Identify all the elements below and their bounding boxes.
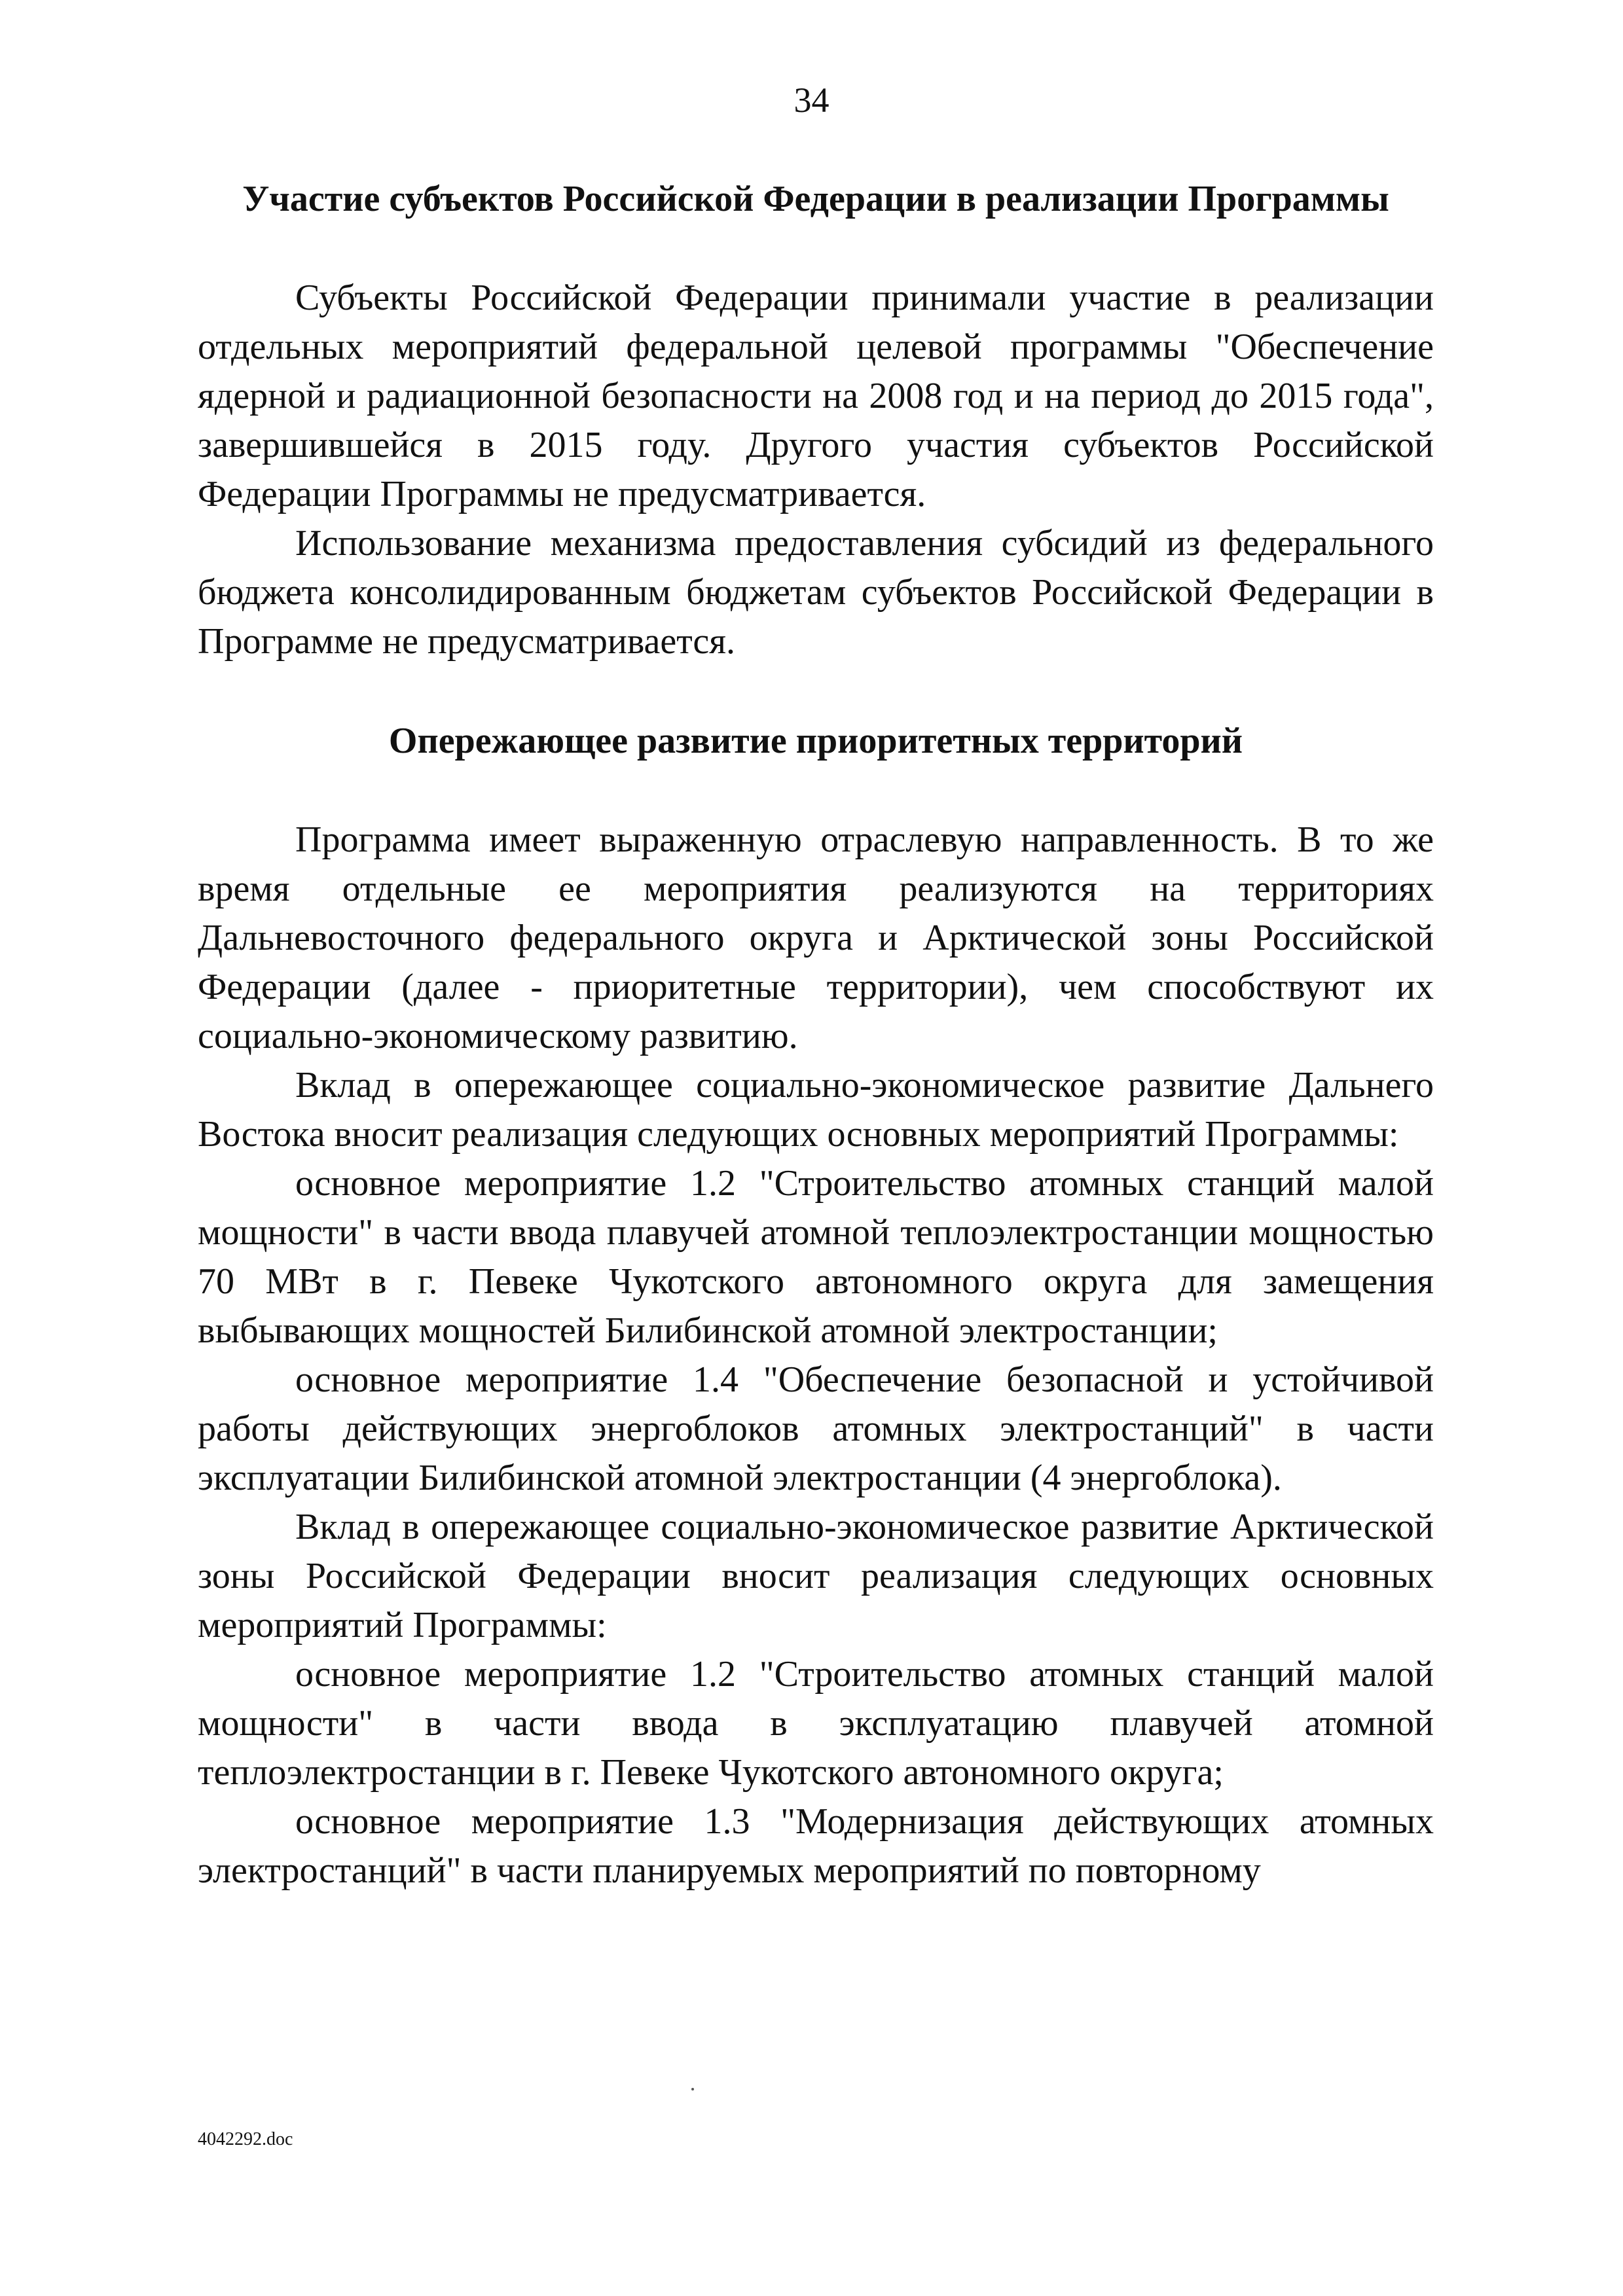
list-item: основное мероприятие 1.2 "Строительство атомных станций малой мощности" в части ввода в эксплуатацию плавучей атомной теплоэлектростанции в г. Певеке Чукотского автономного округа; xyxy=(198,1654,1434,1793)
document-footer-filename: 4042292.doc xyxy=(198,2129,293,2149)
document-body xyxy=(198,174,1434,1895)
list-item: основное мероприятие 1.2 "Строительство атомных станций малой мощности" в части ввода плавучей атомной теплоэлектростанции мощностью 70 МВт в г. Певеке Чукотского автономного округа для замещения выбывающих мощностей Билибинской атомной электростанции; xyxy=(198,1163,1434,1351)
scan-speck xyxy=(691,2088,694,2090)
section-heading-regions: Участие субъектов Российской Федерации в реализации Программы xyxy=(242,179,1389,219)
paragraph: Субъекты Российской Федерации принимали участие в реализации отдельных мероприятий федеральной целевой программы "Обеспечение ядерной и радиационной безопасности на 2008 год и на период до 2015 года", завершившейся в 2015 году. Другого участия субъектов Российской Федерации Программы не предусматривается. xyxy=(198,278,1434,514)
list-item: основное мероприятие 1.4 "Обеспечение безопасной и устойчивой работы действующих энергоблоков атомных электростанций" в части эксплуатации Билибинской атомной электростанции (4 энергоблока). xyxy=(198,1359,1434,1498)
list-item: основное мероприятие 1.3 "Модернизация действующих атомных электростанций" в части планируемых мероприятий по повторному xyxy=(198,1801,1434,1891)
paragraph: Вклад в опережающее социально-экономическое развитие Дальнего Востока вносит реализация следующих основных мероприятий Программы: xyxy=(198,1065,1434,1155)
section-heading-priority-territories: Опережающее развитие приоритетных территорий xyxy=(388,721,1243,761)
paragraph: Программа имеет выраженную отраслевую направленность. В то же время отдельные ее мероприятия реализуются на территориях Дальневосточного федерального округа и Арктической зоны Российской Федерации (далее - приоритетные территории), чем способствуют их социально-экономическому развитию. xyxy=(198,819,1434,1056)
paragraph: Использование механизма предоставления субсидий из федерального бюджета консолидированным бюджетам субъектов Российской Федерации в Программе не предусматривается. xyxy=(198,523,1434,662)
paragraph: Вклад в опережающее социально-экономическое развитие Арктической зоны Российской Федерации вносит реализация следующих основных мероприятий Программы: xyxy=(198,1507,1434,1645)
page-number: 34 xyxy=(793,81,830,120)
